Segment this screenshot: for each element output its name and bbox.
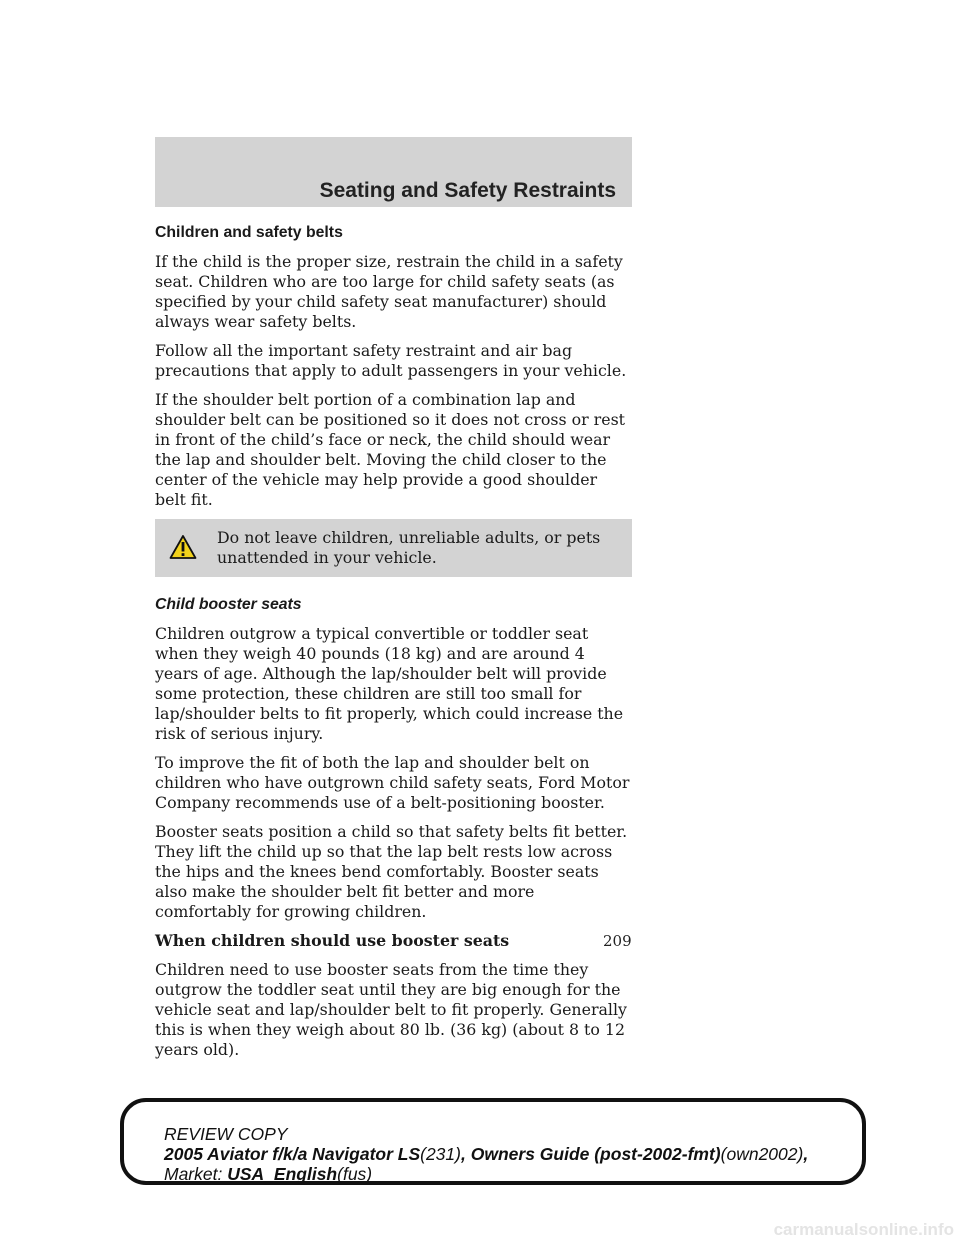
paragraph: If the child is the proper size, restrain the child in a safety seat. Children who are too large for child safety seats (as specified by your child safety seat manufacturer) should always wear safety belts. [155,252,623,331]
footer-market-line [164,1164,864,1184]
footer-review-copy: REVIEW COPY [164,1124,288,1144]
heading-child-booster-seats: Child booster seats [155,596,302,613]
warning-box [155,519,632,577]
footer-market: USA_English [227,1164,338,1184]
footer-guide: Owners Guide (post-2002-fmt) [470,1144,721,1164]
footer-info [164,1124,864,1184]
section-title: Seating and Safety Restraints [319,179,616,202]
paragraph: Follow all the important safety restraint and air bag precautions that apply to adult passengers in your vehicle. [155,341,627,380]
watermark: carmanualsonline.info [773,1220,954,1239]
paragraph: Booster seats position a child so that safety belts fit better. They lift the child up so that the lap belt rests low across the hips and the knees bend comfortably. Booster seats also make the shoulder belt fit better and more comfortably for growing children. [155,822,628,921]
heading-children-safety-belts: Children and safety belts [155,224,343,241]
section-header-band [155,137,632,207]
footer-guide-code: (own2002) [720,1144,804,1164]
paragraph: Children need to use booster seats from the time they outgrow the toddler seat until they are big enough for the vehicle seat and lap/shoulder belt to fit properly. Generally this is when they weigh about 80 lb. (36 kg) (about 8 to 12 years old). [155,960,627,1059]
footer-model-line [164,1144,864,1164]
warning-text: Do not leave children, unreliable adults, or pets unattended in your vehicle. [217,528,601,567]
paragraph: Children outgrow a typical convertible or toddler seat when they weigh 40 pounds (18 kg) and are around 4 years of age. Although the lap/shoulder belt will provide some protection, these children are still too small for lap/shoulder belts to fit properly, which could increase the risk of serious injury. [155,624,624,743]
page-number: 209 [603,932,632,950]
heading-when-booster: When children should use booster seats [155,931,510,950]
page-body [155,223,632,1069]
footer-market-label: Market: [164,1164,223,1184]
footer-separator: , [803,1144,809,1164]
paragraph: To improve the fit of both the lap and shoulder belt on children who have outgrown child safety seats, Ford Motor Company recommends use of a belt-positioning booster. [155,753,630,812]
footer-market-code: (fus) [337,1164,373,1184]
footer-separator: , [460,1144,466,1164]
footer-model: 2005 Aviator f/k/a Navigator LS [164,1144,421,1164]
warning-triangle-icon [169,534,197,560]
paragraph: If the shoulder belt portion of a combination lap and shoulder belt can be positioned so it does not cross or rest in front of the child’s face or neck, the child should wear the lap and shoulder belt. Moving the child closer to the center of the vehicle may help provide a good shoulder belt fit. [155,390,626,509]
footer-model-code: (231) [420,1144,461,1164]
